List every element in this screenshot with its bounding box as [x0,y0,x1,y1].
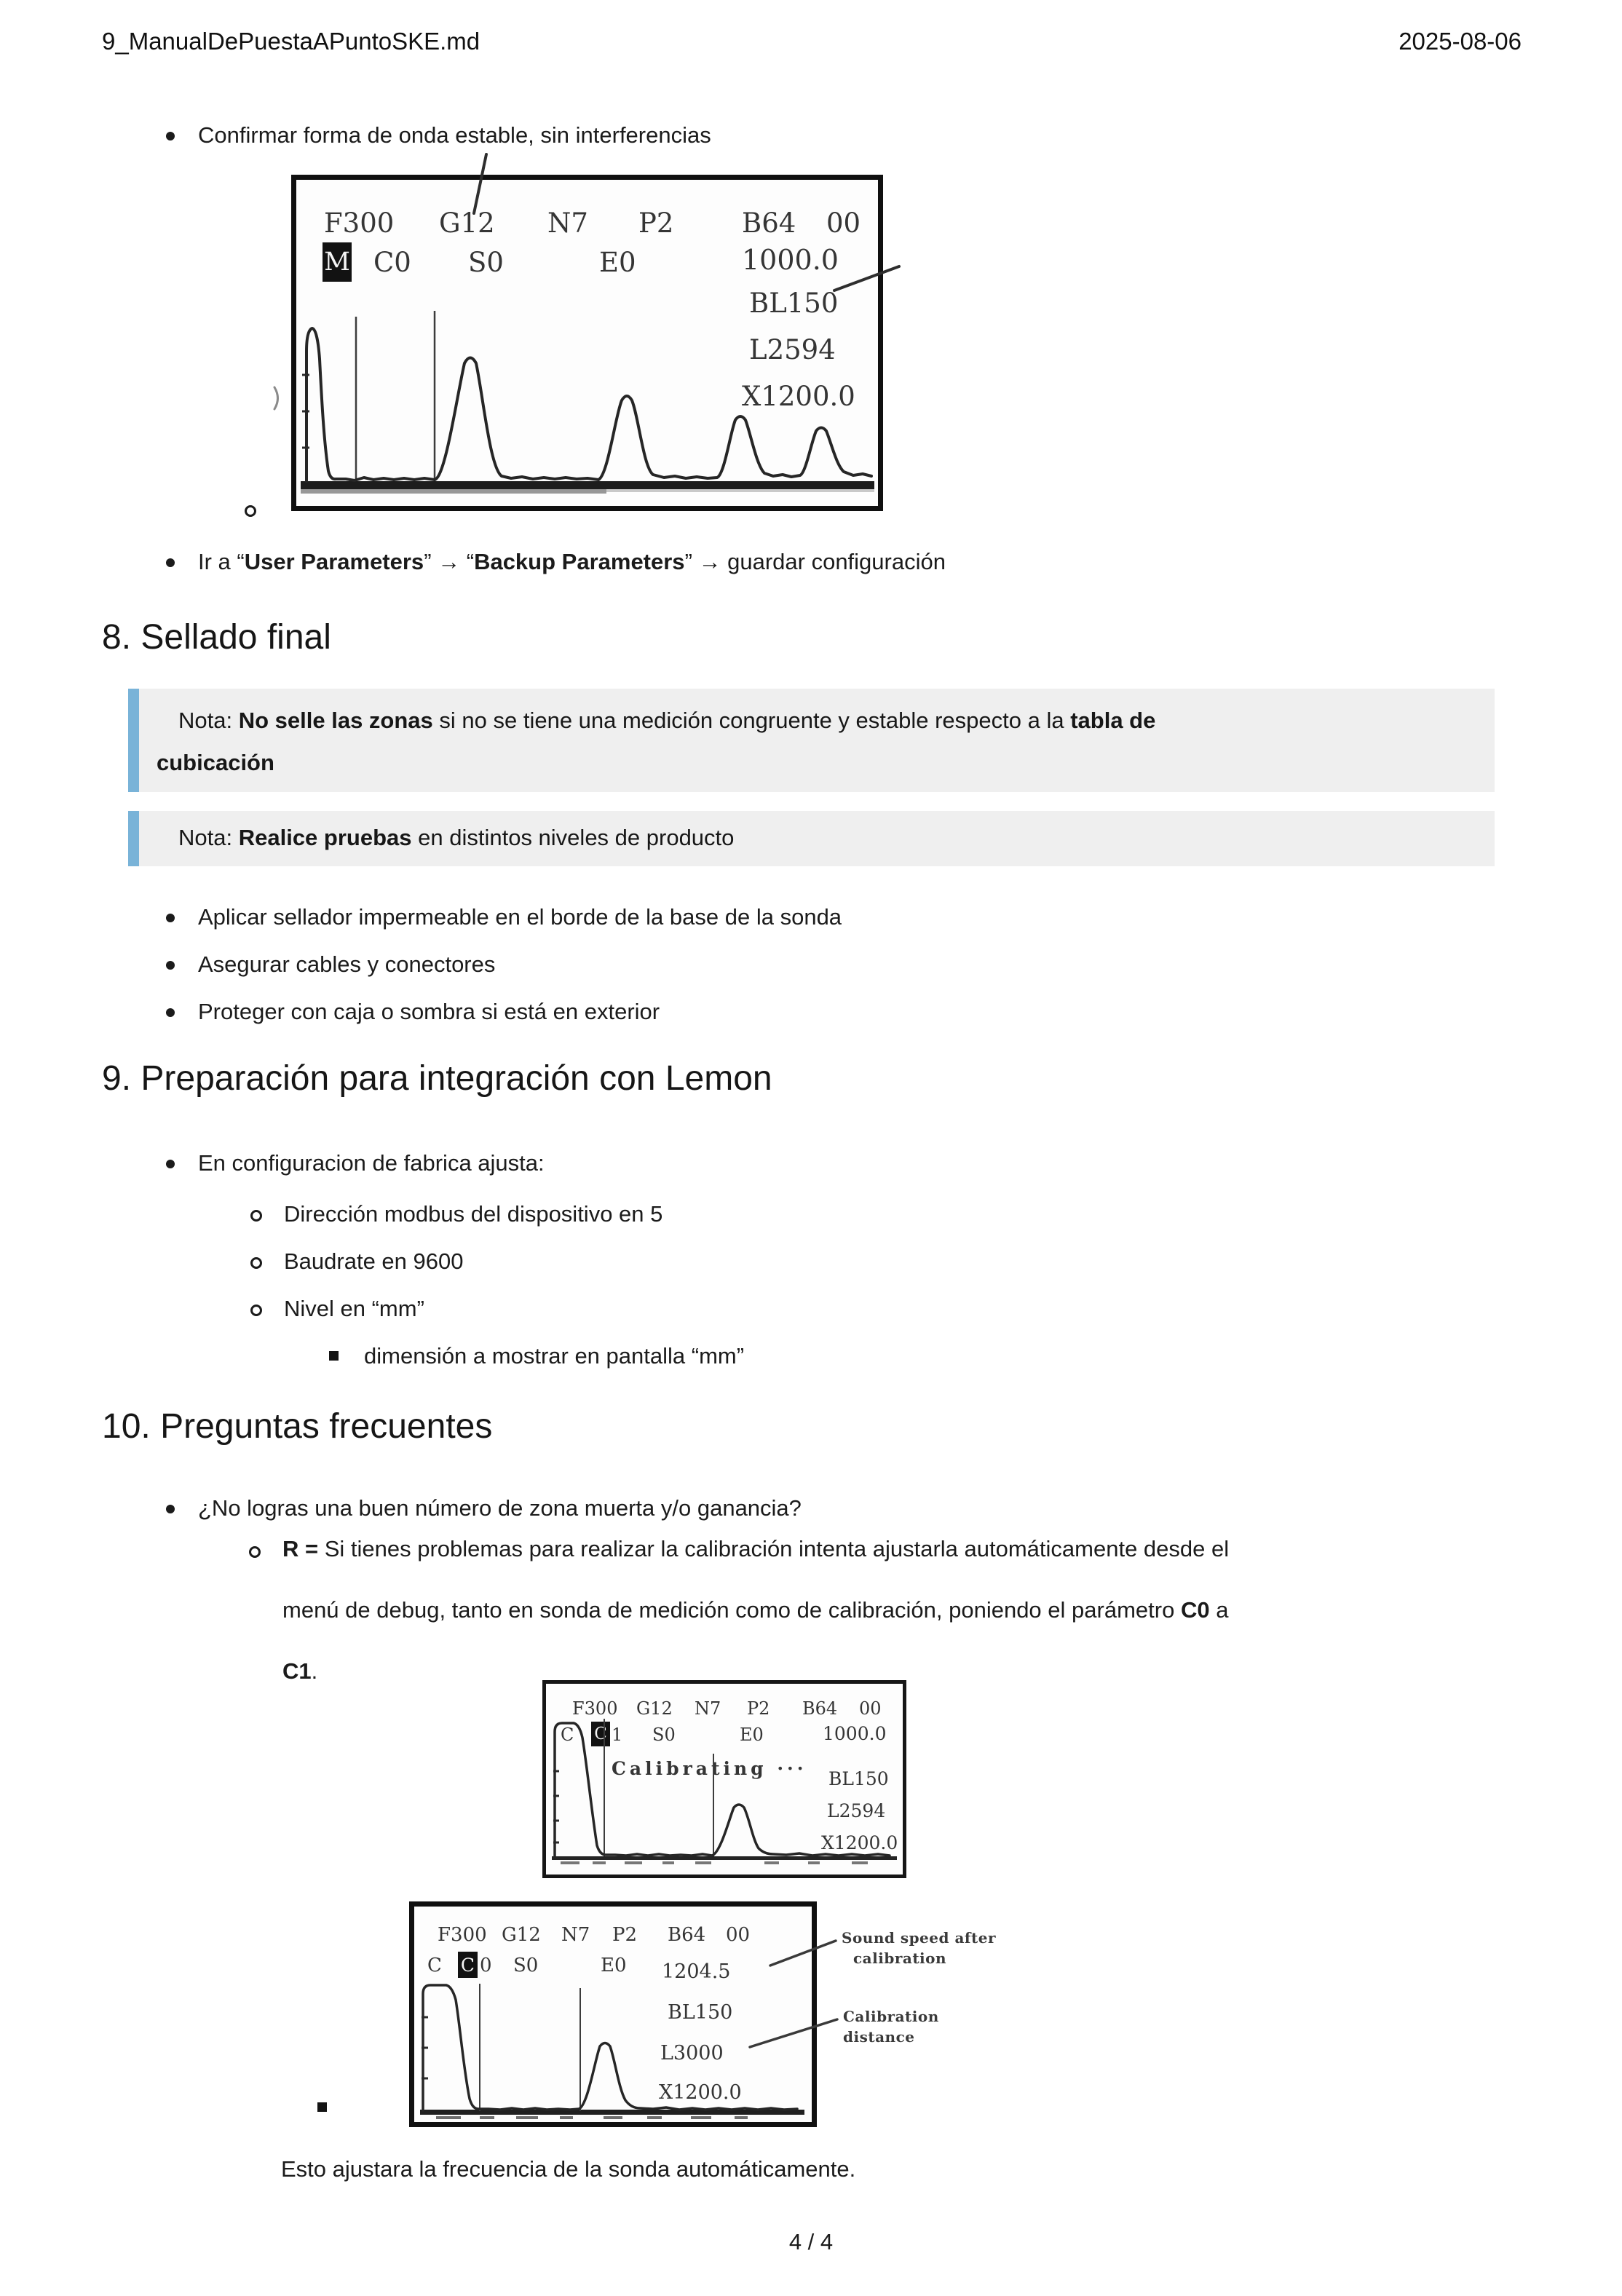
bullet-marker [166,1505,175,1513]
screen3-e0: E0 [601,1955,627,1976]
section-10-title: 10. Preguntas frecuentes [102,1407,493,1446]
list-item: Aplicar sellador impermeable en el borde de la base de la sonda [198,904,842,930]
list-item: Proteger con caja o sombra si está en exterior [198,999,660,1024]
screen1-c0: C0 [373,247,411,278]
note-block-2 [128,811,1495,866]
list-item: En configuracion de fabrica ajusta: [198,1150,545,1176]
answer-line2-post: a [1209,1597,1229,1623]
note2-post: en distintos niveles de producto [411,825,735,850]
circle-bullet-marker [250,1257,262,1269]
circle-bullet-marker [250,1210,262,1222]
circle-bullet-marker [250,1305,262,1316]
answer-c0: C0 [1180,1597,1210,1623]
screen1-mode-m-inverted: M [323,242,352,282]
circle-bullet-marker [245,505,256,517]
section-9-title: 9. Preparación para integración con Lemon [102,1059,772,1098]
backup-bold-user: User Parameters [244,549,424,574]
waveform-screenshot-1 [291,175,883,511]
list-item: Dirección modbus del dispositivo en 5 [284,1201,663,1227]
list-item: Asegurar cables y conectores [198,951,496,977]
bullet-marker [166,132,175,140]
square-bullet-marker [329,1351,339,1361]
screen3-c-number: 0 [480,1955,492,1976]
screen2-e0: E0 [740,1725,764,1745]
screen1-b64: B64 [742,207,796,239]
answer-line1: Si tienes problemas para realizar la calibración intenta ajustarla automáticamente desde el [318,1536,1230,1561]
answer-r: R = [282,1536,319,1561]
bullet-marker [166,961,175,970]
list-item: dimensión a mostrar en pantalla “mm” [364,1343,745,1369]
screen2-g12: G12 [636,1698,673,1719]
answer-line2-pre: menú de debug, tanto en sonda de medición como de calibración, poniendo el parámetro [282,1597,1181,1623]
page-number: 4 / 4 [788,2229,834,2255]
caption-text: Esto ajustara la frecuencia de la sonda automáticamente. [281,2156,856,2182]
document-filename: 9_ManualDePuestaAPuntoSKE.md [102,28,480,55]
screen1-s0: S0 [468,247,504,278]
backup-post: ” → guardar configuración [684,549,946,574]
screen3-b64: B64 [668,1924,706,1946]
faq-answer-line1 [282,1535,1229,1564]
note1-mid: si no se tiene una medición congruente y estable respecto a la [432,708,1071,733]
note1-pre: Nota: [178,708,239,733]
screen2-c: C [561,1725,574,1745]
screen1-f300: F300 [324,207,395,239]
note1-line2: cubicación [157,750,274,775]
screen2-f300: F300 [572,1698,618,1719]
annotation-calibration-distance-line2: distance [843,2028,915,2046]
section-8-title: 8. Sellado final [102,618,331,657]
list-item: Baudrate en 9600 [284,1248,464,1274]
screen2-p2: P2 [747,1698,770,1719]
screen3-bl150: BL150 [668,2001,733,2024]
screen2-sound-speed: 1000.0 [823,1723,887,1744]
annotation-sound-speed-line1: Sound speed after [842,1929,997,1947]
screen2-c-inverted: C [591,1722,610,1746]
waveform-plot-1 [296,180,878,506]
bullet-marker [166,1160,175,1168]
screen3-c: C [427,1955,442,1976]
note1-bold1: No selle las zonas [238,708,433,733]
list-item: Nivel en “mm” [284,1296,424,1321]
screen3-s0: S0 [513,1955,539,1976]
screen1-p2: P2 [638,207,674,239]
note2-pre: Nota: [178,825,239,850]
screen3-p2: P2 [612,1924,638,1946]
note1-bold2: tabla de [1070,708,1156,733]
annotation-calibration-distance-line1: Calibration [843,2008,939,2025]
screen2-bl150: BL150 [828,1768,889,1789]
screen2-00: 00 [859,1698,882,1719]
backup-bold-backup: Backup Parameters [474,549,685,574]
screen3-x1200: X1200.0 [659,2081,742,2104]
screen2-s0: S0 [652,1725,676,1745]
screen3-g12: G12 [502,1924,541,1946]
screen3-n7: N7 [561,1924,590,1946]
screen3-sound-speed: 1204.5 [662,1960,731,1983]
screen1-n7: N7 [547,207,588,239]
screen2-b64: B64 [802,1698,838,1719]
screen2-calibrating-status: Calibrating ··· [612,1758,807,1779]
list-item [198,547,946,577]
square-bullet-marker [317,2102,327,2112]
note-block-1 [128,689,1495,792]
screen3-00: 00 [726,1924,751,1946]
screen1-00: 00 [826,207,861,239]
waveform-plot-2 [546,1684,903,1875]
backup-mid: ” → “ [424,549,475,574]
screen1-e0: E0 [599,247,636,278]
backup-pre: Ir a “ [198,549,245,574]
screen2-c-number: 1 [612,1725,623,1745]
screen2-n7: N7 [695,1698,721,1719]
screen1-bl150: BL150 [749,288,839,319]
screen1-x1200: X1200.0 [742,381,855,412]
note2-bold: Realice pruebas [238,825,412,850]
waveform-screenshot-3 [409,1901,817,2127]
document-date: 2025-08-06 [1399,28,1522,55]
faq-answer-line2 [282,1596,1228,1625]
circle-bullet-marker [249,1546,261,1558]
answer-c1: C1 [282,1658,312,1684]
screen2-x1200: X1200.0 [821,1832,898,1853]
faq-question: ¿No logras una buen número de zona muerta y/o ganancia? [198,1495,802,1521]
screen3-c-inverted: C [458,1952,478,1978]
annotation-sound-speed-line2: calibration [853,1949,947,1967]
faq-answer-line3 [282,1657,317,1686]
screen1-sound-speed: 1000.0 [742,244,839,276]
bullet-marker [166,558,175,567]
bullet-marker [166,1008,175,1017]
list-item: Confirmar forma de onda estable, sin interferencias [198,122,711,148]
waveform-plot-3 [414,1907,812,2122]
screen3-l3000: L3000 [660,2042,724,2065]
screen1-l2594: L2594 [749,334,836,365]
screen1-g12: G12 [439,207,495,239]
waveform-screenshot-2 [542,1680,906,1878]
screen2-l2594: L2594 [827,1800,886,1821]
bullet-marker [166,914,175,922]
screen3-f300: F300 [438,1924,487,1946]
answer-dot: . [311,1658,318,1684]
